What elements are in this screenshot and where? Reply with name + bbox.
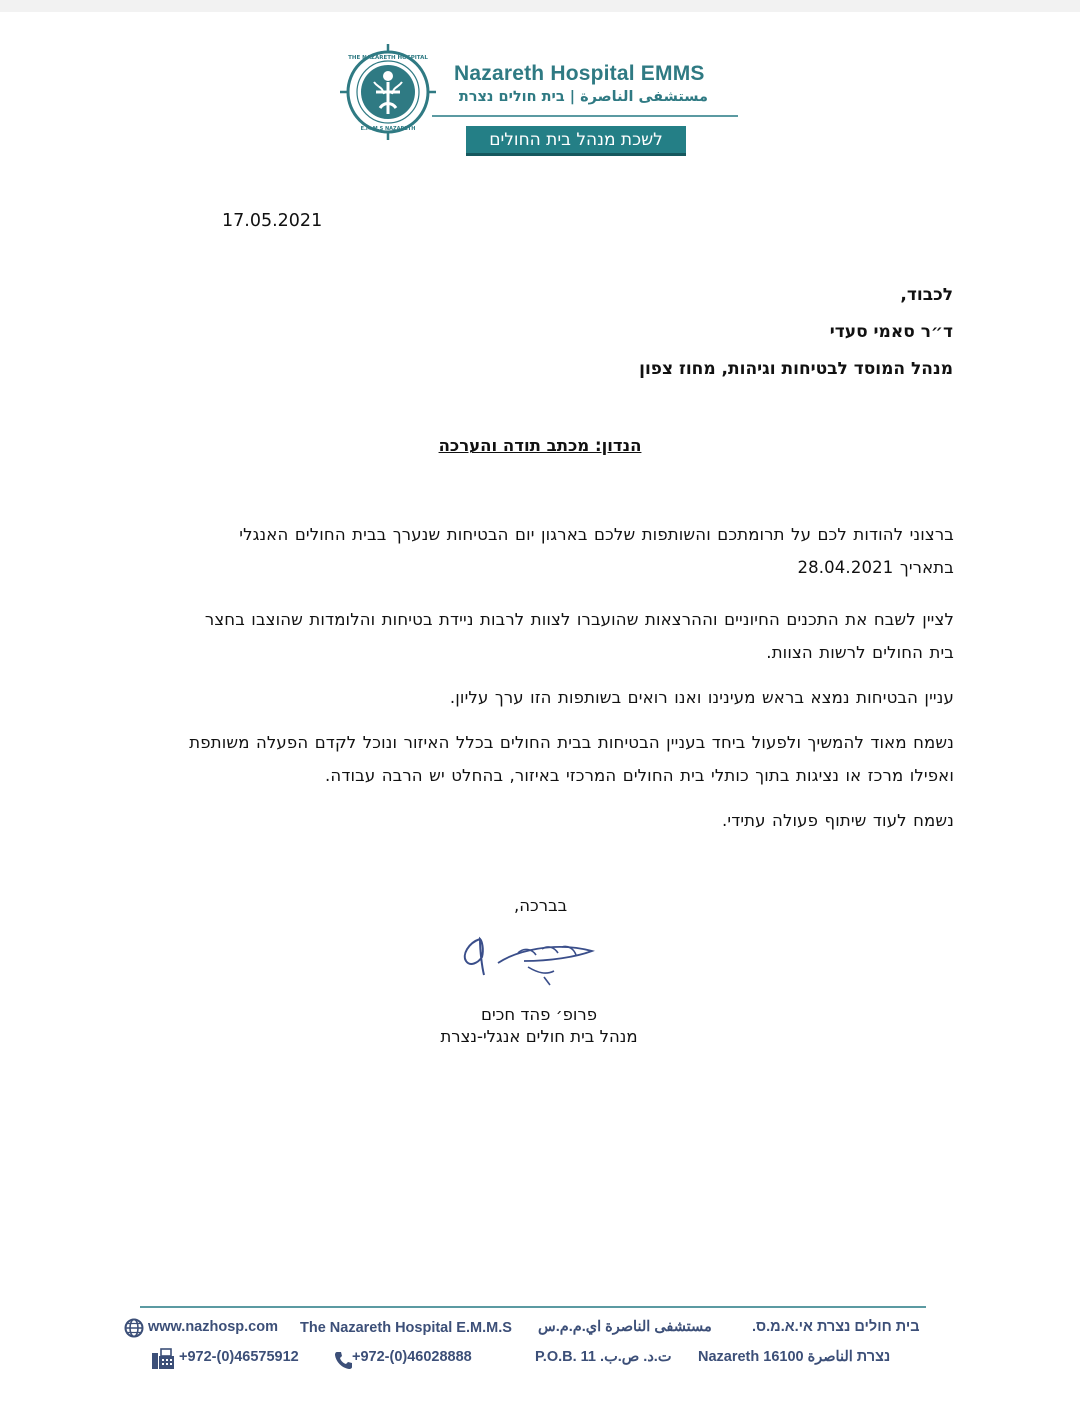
svg-text:E.M.M.S NAZARETH: E.M.M.S NAZARETH	[360, 126, 416, 132]
recipient-name: ד״ר סאמי סעדי	[829, 322, 953, 342]
director-office-banner: לשכת מנהל בית החולים	[466, 126, 686, 156]
footer-website[interactable]: www.nazhosp.com	[148, 1319, 278, 1335]
signer-title: מנהל בית חולים אנגלי-נצרת	[440, 1027, 638, 1046]
paragraph-line: בתאריך 28.04.2021	[797, 558, 954, 577]
paragraph-line: בית החולים לרשות הצוות.	[766, 643, 954, 662]
globe-icon	[124, 1318, 144, 1338]
footer-name-hebrew: בית חולים נצרת אי.א.מ.ס.	[752, 1319, 920, 1335]
handwritten-signature	[458, 927, 608, 989]
salutation: לכבוד,	[900, 285, 953, 305]
footer-pob: P.O.B. 11 .ت.د. ص.ب	[535, 1349, 672, 1365]
paragraph-line: עניין הבטיחות נמצא בראש מעינינו ואנו רואים בשותפות הזו ערך עליון.	[449, 688, 954, 707]
body-paragraph-3	[126, 681, 954, 714]
body-paragraph-1	[126, 518, 954, 584]
brand-name-arabic-hebrew: مستشفى الناصرة | בית חולים נצרת	[458, 89, 708, 105]
footer-phone: +972-(0)46028888	[352, 1349, 472, 1365]
paragraph-line: נשמח מאוד להמשיך ולפעול ביחד בעניין הבטיחות בבית החולים בכלל האיזור ונוכל לקדם הפעלה משותפת	[189, 733, 954, 752]
svg-text:THE NAZARETH HOSPITAL: THE NAZARETH HOSPITAL	[348, 55, 428, 61]
signer-name: פרופ׳ פהד חכים	[481, 1005, 597, 1024]
letter-page	[0, 12, 1080, 1402]
body-paragraph-2	[126, 603, 954, 669]
footer-fax: +972-(0)46575912	[179, 1349, 299, 1365]
phone-icon	[333, 1350, 353, 1370]
paragraph-line: ברצוני להודות לכם על תרומתכם והשותפות שלכם בארגון יום הבטיחות שנערך בבית החולים האנגלי	[239, 525, 954, 544]
letter-subject: הנדון: מכתב תודה והערכה	[438, 436, 642, 455]
recipient-title: מנהל המוסד לבטיחות וגיהות, מחוז צפון	[639, 359, 953, 379]
letterhead-divider	[432, 115, 738, 117]
letter-date: 17.05.2021	[222, 211, 323, 231]
brand-name-english: Nazareth Hospital EMMS	[454, 62, 705, 85]
body-paragraph-4	[126, 726, 954, 792]
body-paragraph-5	[126, 804, 954, 837]
hospital-seal-logo	[338, 42, 438, 142]
footer-name-english: The Nazareth Hospital E.M.M.S	[300, 1320, 512, 1336]
footer-name-arabic: مستشفى الناصرة اي.م.م.س	[538, 1319, 712, 1335]
paragraph-line: לציין לשבח את התכנים החיוניים וההרצאות שהועברו לצוות לרבות ניידת בטיחות והלומדות שהוצבו בחצר	[204, 610, 954, 629]
fax-icon	[151, 1348, 175, 1370]
closing-text: בברכה,	[514, 896, 568, 915]
paragraph-line: ואפילו מרכז או נציגות בתוך כותלי בית החולים המרכזי באיזור, בהחלט יש הרבה עבודה.	[325, 766, 954, 785]
closing	[430, 896, 630, 915]
footer-divider	[140, 1306, 926, 1308]
paragraph-line: נשמח לעוד שיתוף פעולה עתידי.	[721, 811, 954, 830]
footer-city: Nazareth 16100 נצרת الناصرة	[698, 1349, 891, 1365]
